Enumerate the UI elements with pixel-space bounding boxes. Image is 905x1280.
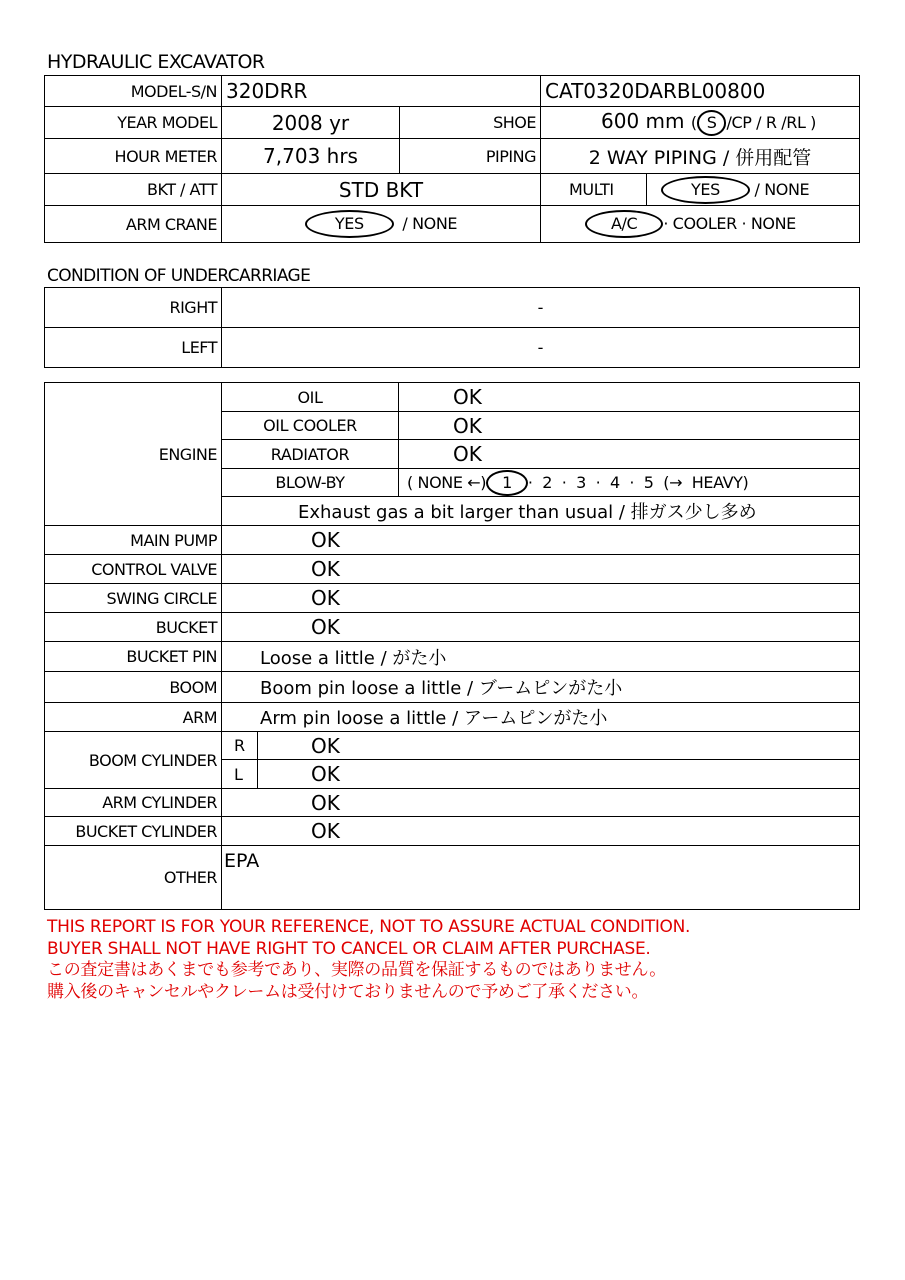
main-pump-row bbox=[45, 526, 860, 555]
main-pump-value: OK bbox=[222, 526, 860, 555]
control-valve-label: CONTROL VALVE bbox=[45, 555, 222, 584]
undercarriage-right-label: RIGHT bbox=[45, 288, 222, 328]
blow-by-none-end: ( NONE ←) bbox=[407, 472, 487, 492]
undercarriage-left-row bbox=[45, 328, 860, 368]
swing-circle-label: SWING CIRCLE bbox=[45, 584, 222, 613]
arm-cylinder-row bbox=[45, 789, 860, 817]
multi-selected-circle: YES bbox=[661, 176, 750, 204]
bucket-cylinder-value: OK bbox=[222, 817, 860, 846]
shoe-label: SHOE bbox=[400, 107, 541, 139]
disclaimer-line-1: THIS REPORT IS FOR YOUR REFERENCE, NOT TO ASSURE ACTUAL CONDITION. bbox=[47, 917, 691, 937]
bkt-att-label: BKT / ATT bbox=[45, 174, 222, 206]
disclaimer-line-3: この査定書はあくまでも参考であり、実際の品質を保証するものではありません。 bbox=[47, 960, 666, 980]
undercarriage-right-row bbox=[45, 288, 860, 328]
shoe-open-paren: ( bbox=[690, 113, 697, 132]
engine-note: Exhaust gas a bit larger than usual / 排ガス少し多め bbox=[222, 497, 860, 526]
year-shoe-row bbox=[45, 107, 860, 139]
disclaimer bbox=[47, 917, 690, 1003]
arm-label: ARM bbox=[45, 703, 222, 732]
hour-meter-label: HOUR METER bbox=[45, 139, 222, 174]
undercarriage-left-value: - bbox=[222, 328, 860, 368]
piping-label: PIPING bbox=[400, 139, 541, 174]
year-model-label: YEAR MODEL bbox=[45, 107, 222, 139]
radiator-value: OK bbox=[399, 440, 860, 469]
control-valve-row bbox=[45, 555, 860, 584]
boom-cylinder-r-value: OK bbox=[258, 732, 860, 760]
arm-crane-options: / NONE bbox=[402, 214, 458, 233]
disclaimer-line-4: 購入後のキャンセルやクレームは受付けておりませんので予めご了承ください。 bbox=[47, 981, 649, 1002]
bkt-att-value: STD BKT bbox=[222, 174, 541, 206]
undercarriage-table bbox=[44, 287, 860, 368]
control-valve-value: OK bbox=[222, 555, 860, 584]
arm-crane-selected-circle: YES bbox=[305, 210, 394, 238]
arm-value: Arm pin loose a little / アームピンがた小 bbox=[222, 703, 860, 732]
oil-cooler-label: OIL COOLER bbox=[222, 412, 399, 440]
crane-cab-row bbox=[45, 206, 860, 243]
radiator-label: RADIATOR bbox=[222, 440, 399, 469]
bucket-cylinder-label: BUCKET CYLINDER bbox=[45, 817, 222, 846]
arm-crane-value bbox=[222, 206, 541, 243]
other-label: OTHER bbox=[45, 846, 222, 910]
year-model-value: 2008 yr bbox=[222, 107, 400, 139]
arm-crane-label: ARM CRANE bbox=[45, 206, 222, 243]
cab-value bbox=[541, 206, 860, 243]
shoe-size: 600 mm bbox=[601, 109, 685, 133]
cab-selected-circle: A/C bbox=[585, 210, 663, 238]
spec-table bbox=[44, 75, 860, 243]
boom-cylinder-label: BOOM CYLINDER bbox=[45, 732, 222, 789]
multi-value bbox=[647, 174, 860, 206]
bucket-value: OK bbox=[222, 613, 860, 642]
oil-label: OIL bbox=[222, 383, 399, 412]
cab-options: · COOLER · NONE bbox=[663, 214, 796, 233]
arm-cylinder-value: OK bbox=[222, 789, 860, 817]
bucket-pin-value: Loose a little / がた小 bbox=[222, 642, 860, 672]
other-row bbox=[45, 846, 860, 910]
swing-circle-value: OK bbox=[222, 584, 860, 613]
oil-cooler-value: OK bbox=[399, 412, 860, 440]
boom-row bbox=[45, 672, 860, 703]
undercarriage-title: CONDITION OF UNDERCARRIAGE bbox=[47, 266, 311, 286]
oil-value: OK bbox=[399, 383, 860, 412]
boom-label: BOOM bbox=[45, 672, 222, 703]
bucket-label: BUCKET bbox=[45, 613, 222, 642]
model-sn-row bbox=[45, 76, 860, 107]
piping-value: 2 WAY PIPING / 併用配管 bbox=[541, 139, 860, 174]
disclaimer-line-2: BUYER SHALL NOT HAVE RIGHT TO CANCEL OR CLAIM AFTER PURCHASE. bbox=[47, 938, 651, 959]
blow-by-levels: · 2 · 3 · 4 · 5 (→ HEAVY) bbox=[527, 472, 749, 492]
blow-by-label: BLOW-BY bbox=[222, 469, 399, 497]
boom-value: Boom pin loose a little / ブームピンがた小 bbox=[222, 672, 860, 703]
bkt-multi-row bbox=[45, 174, 860, 206]
engine-oil-row bbox=[45, 383, 860, 412]
swing-circle-row bbox=[45, 584, 860, 613]
hour-piping-row bbox=[45, 139, 860, 174]
model-value: 320DRR bbox=[222, 76, 541, 107]
blow-by-scale bbox=[399, 469, 860, 497]
bucket-pin-label: BUCKET PIN bbox=[45, 642, 222, 672]
boom-cylinder-r-label: R bbox=[222, 732, 258, 760]
undercarriage-left-label: LEFT bbox=[45, 328, 222, 368]
boom-cylinder-l-label: L bbox=[222, 760, 258, 789]
multi-label: MULTI bbox=[541, 174, 647, 206]
report-title: HYDRAULIC EXCAVATOR bbox=[47, 51, 265, 73]
multi-options: / NONE bbox=[754, 179, 810, 199]
boom-cylinder-l-value: OK bbox=[258, 760, 860, 789]
arm-cylinder-label: ARM CYLINDER bbox=[45, 789, 222, 817]
serial-value: CAT0320DARBL00800 bbox=[541, 76, 860, 107]
hour-meter-value: 7,703 hrs bbox=[222, 139, 400, 174]
main-pump-label: MAIN PUMP bbox=[45, 526, 222, 555]
arm-row bbox=[45, 703, 860, 732]
bucket-row bbox=[45, 613, 860, 642]
bucket-pin-row bbox=[45, 642, 860, 672]
shoe-value bbox=[541, 107, 860, 139]
model-sn-label: MODEL-S/N bbox=[45, 76, 222, 107]
other-value: EPA bbox=[222, 846, 860, 910]
condition-table bbox=[44, 382, 860, 910]
bucket-cylinder-row bbox=[45, 817, 860, 846]
boom-cylinder-r-row bbox=[45, 732, 860, 760]
engine-label: ENGINE bbox=[45, 383, 222, 526]
shoe-options: /CP / R /RL ) bbox=[726, 113, 816, 132]
shoe-selected-circle: S bbox=[697, 110, 727, 136]
blow-by-selected-circle: 1 bbox=[486, 470, 528, 496]
undercarriage-right-value: - bbox=[222, 288, 860, 328]
